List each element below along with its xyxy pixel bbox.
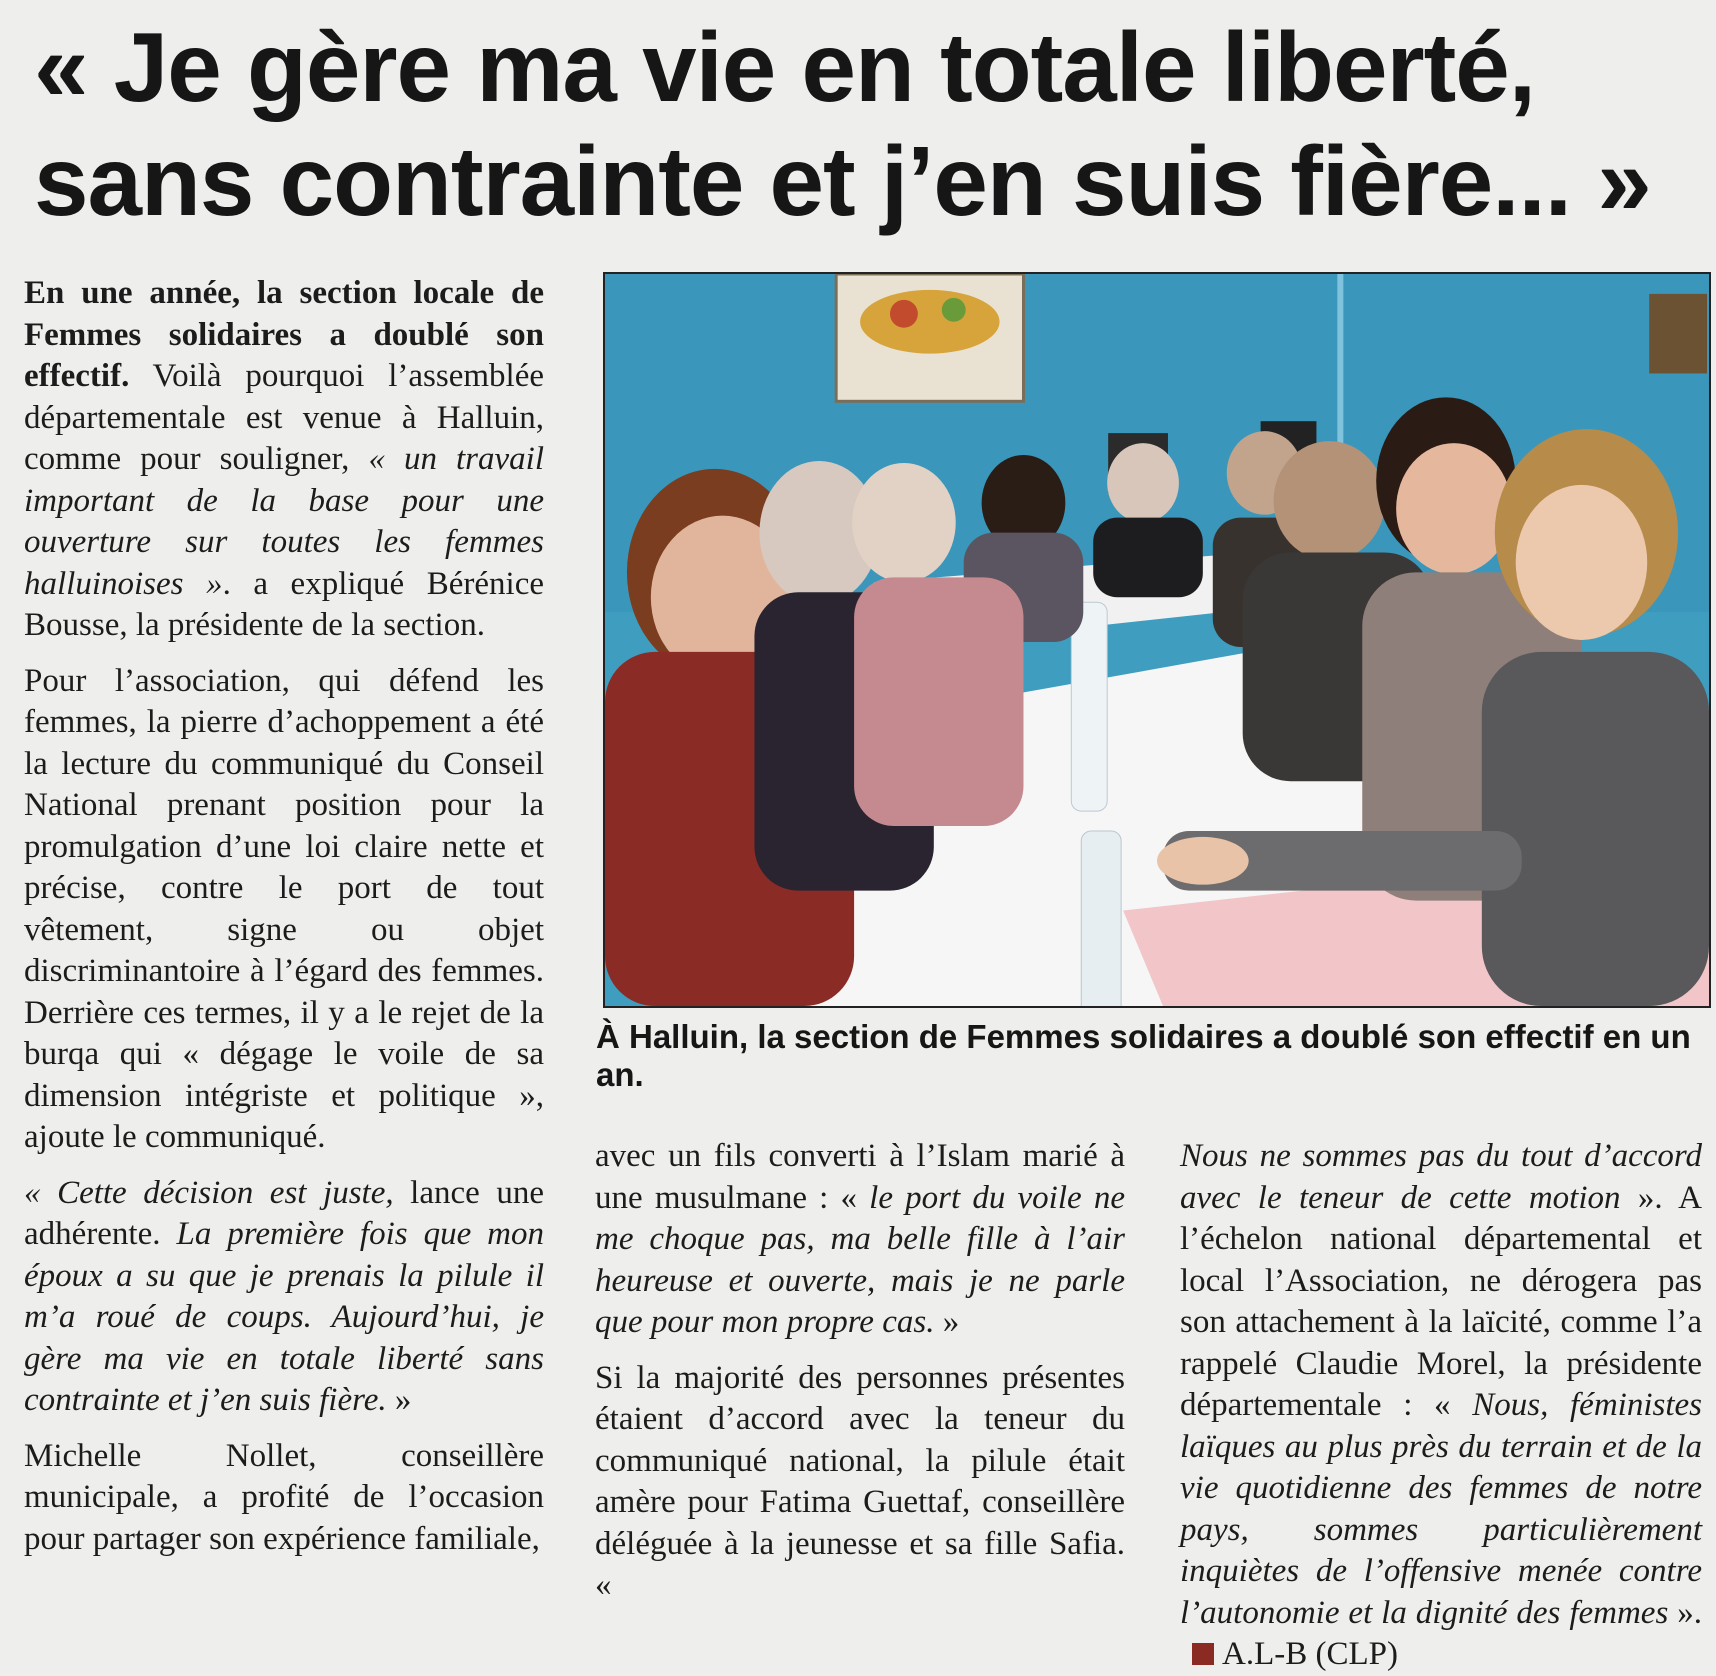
paragraph-intro [24,273,544,647]
quote-text: « un travail important de la base pour une ouverture sur toutes les femmes halluinoises » [24,441,544,602]
article-photo [603,272,1711,1008]
article-column-2 [595,1136,1125,1607]
paragraph-testimony [24,1173,544,1422]
photo-caption: À Halluin, la section de Femmes solidaires a doublé son effectif en un an. [596,1018,1691,1093]
quote-text: Nous ne sommes pas du tout d’accord avec le teneur de cette motion [1180,1138,1702,1216]
paragraph-majority [595,1358,1125,1607]
lead-text: En une année, la section locale de Femmes solidaires a doublé son effectif. [24,275,544,394]
testimony-text: lance une adhérente. [24,1174,544,1252]
laicite-text: ». A l’échelon national départemental et local l’Association, ne dérogera pas son attachement à la laïcité, comme l’a rappelé Claudie Morel, la présidente départementale : « [1180,1179,1702,1423]
paragraph-communique: Pour l’association, qui défend les femmes, la pierre d’achoppement a été la lecture du communiqué du Conseil National prenant position pour la promulgation d’une loi claire nette et précise, contre le port de tout vêtement, signe ou objet discriminantoire à l’égard des femmes. Derrière ces termes, il y a le rejet de la burqa qui « dégage le voile de sa dimension intégriste et politique », ajoute le communiqué. [24,662,544,1155]
paragraph-family [595,1136,1125,1344]
article-column-3 [1180,1136,1702,1676]
quote-text: le port du voile ne me choque pas, ma belle fille à l’air heureuse et ouverte, mais je ne parle que pour mon propre cas. [595,1179,1125,1340]
quote-text: Nous, féministes laïques au plus près du terrain et de la vie quotidienne des femmes de notre pays, sommes particulièrement inquiètes de l’offensive menée contre l’autonomie et la dignité des femmes [1180,1387,1702,1631]
article-column-1 [24,273,544,1560]
paragraph-nollet: Michelle Nollet, conseillère municipale, a profité de l’occasion pour partager son expérience familiale, [24,1437,544,1557]
intro-text: Voilà pourquoi l’assemblée départementale est venue à Halluin, comme pour souligner, [24,358,544,477]
headline-line-1: « Je gère ma vie en totale liberté, [34,12,1536,122]
paragraph-laicite [1180,1136,1702,1676]
signature: A.L-B (CLP) [1222,1636,1398,1672]
quote-text: « Cette décision est juste, [24,1174,394,1211]
intro-end: . a expliqué Bérénice Bousse, la présidente de la section. [24,565,544,643]
quote-close: » [934,1304,960,1340]
quote-close: » [386,1382,412,1418]
headline [34,10,1694,238]
signature-square-icon [1192,1643,1214,1665]
quote-text: La première fois que mon époux a su que je prenais la pilule il m’a roué de coups. Aujourd’hui, je gère ma vie en totale liberté sans contrainte et j’en suis fière. [24,1216,545,1418]
quote-close: ». [1668,1594,1702,1631]
headline-line-2: sans contrainte et j’en suis fière... » [34,126,1651,236]
photo-illustration [605,274,1709,1006]
family-text: avec un fils converti à l’Islam marié à une musulmane : « [595,1138,1125,1216]
majority-text: Si la majorité des personnes présentes étaient d’accord avec la teneur du communiqué national, la pilule était amère pour Fatima Guettaf, conseillère déléguée à la jeunesse et sa fille Safia. « [595,1359,1125,1603]
